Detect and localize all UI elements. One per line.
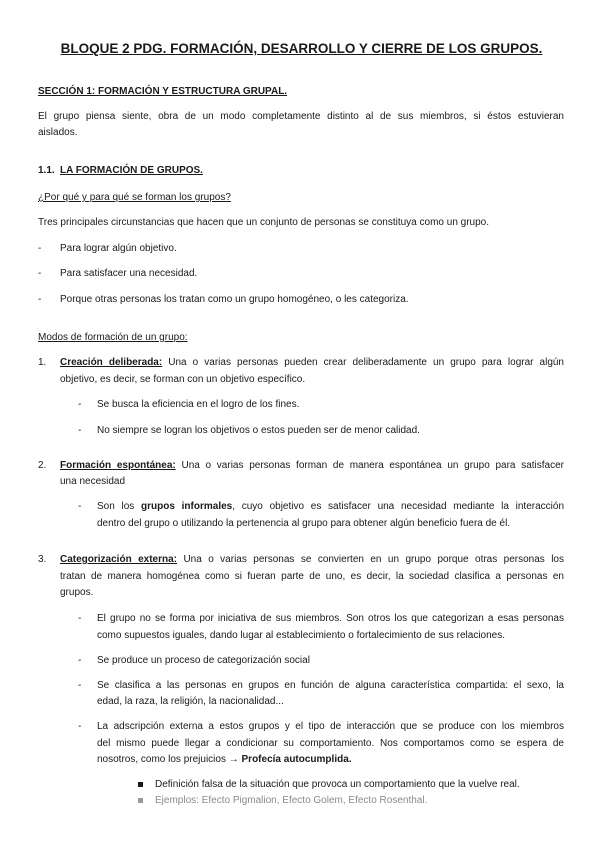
modes-heading: Modos de formación de un grupo: bbox=[38, 332, 188, 343]
square-list-item: Definición falsa de la situación que provoca un comportamiento que la vuelve real. bbox=[155, 779, 520, 790]
list-item: Se clasifica a las personas en grupos en función de alguna característica compartida: el sexo, la bbox=[97, 680, 564, 691]
mode-1-line-2: objetivo, es decir, se forman con un objetivo específico. bbox=[60, 374, 306, 385]
bullet-dash: - bbox=[78, 721, 82, 732]
arrow-right-icon: → bbox=[228, 754, 239, 765]
section-heading: SECCIÓN 1: FORMACIÓN Y ESTRUCTURA GRUPAL. bbox=[38, 86, 288, 97]
mode-2-sub-line-2: dentro del grupo o utilizando la pertenencia al grupo para obtener algún beneficio fuera de él. bbox=[97, 518, 511, 529]
why-intro: Tres principales circunstancias que hacen que un conjunto de personas se constituya como un grupo. bbox=[38, 217, 490, 228]
mode-3-line-3: grupos. bbox=[60, 587, 94, 598]
list-item-continued: nosotros, como los prejuicios → Profecía autocumplida. bbox=[97, 754, 352, 765]
list-item: Se busca la eficiencia en el logro de los fines. bbox=[97, 399, 300, 410]
bullet-dash: - bbox=[78, 501, 82, 512]
mode-2-line-1: Formación espontánea: Una o varias personas forman de manera espontánea un grupo para satisfacer bbox=[60, 460, 564, 471]
list-item-continued: del mismo puede llegar a condicionar su comportamiento. Nos comportamos como se espera de bbox=[97, 738, 564, 749]
square-list-item: Ejemplos: Efecto Pigmalion, Efecto Golem, Efecto Rosenthal. bbox=[155, 795, 428, 806]
mode-number: 1. bbox=[38, 357, 47, 368]
list-item: Se produce un proceso de categorización social bbox=[97, 655, 310, 666]
why-question: ¿Por qué y para qué se forman los grupos? bbox=[38, 192, 231, 203]
bullet-dash: - bbox=[38, 243, 42, 254]
bullet-dash: - bbox=[78, 425, 82, 436]
mode-2-line-2: una necesidad bbox=[60, 476, 126, 487]
square-bullet-icon bbox=[138, 778, 143, 791]
mode-term: Categorización externa: bbox=[60, 554, 178, 565]
bullet-dash: - bbox=[78, 680, 82, 691]
mode-2-sub-line-1: Son los grupos informales, cuyo objetivo es satisfacer una necesidad mediante la interacción bbox=[97, 501, 564, 512]
bullet-dash: - bbox=[78, 655, 82, 666]
mode-number: 2. bbox=[38, 460, 47, 471]
mode-term: Formación espontánea: bbox=[60, 460, 176, 471]
list-item: Para satisfacer una necesidad. bbox=[60, 268, 198, 279]
bullet-dash: - bbox=[38, 268, 42, 279]
mode-3-line-2: tratan de manera homogénea como si fueran parte de uno, es decir, la sociedad clasifica a personas en bbox=[60, 571, 564, 582]
mode-number: 3. bbox=[38, 554, 47, 565]
bullet-dash: - bbox=[78, 613, 82, 624]
intro-line-2: aislados. bbox=[38, 127, 78, 138]
list-item: Para lograr algún objetivo. bbox=[60, 243, 177, 254]
list-item: La adscripción externa a estos grupos y el tipo de interacción que se produce con los miembros bbox=[97, 721, 564, 732]
list-item: No siempre se logran los objetivos o estos pueden ser de menor calidad. bbox=[97, 425, 420, 436]
list-item-continued: como supuestos iguales, dando lugar al establecimiento o fortalecimiento de sus relaciones. bbox=[97, 630, 506, 641]
list-item: El grupo no se forma por iniciativa de sus miembros. Son otros los que categorizan a esas personas bbox=[97, 613, 564, 624]
list-item: Porque otras personas los tratan como un grupo homogéneo, o les categoriza. bbox=[60, 294, 409, 305]
subsection-number: 1.1. bbox=[38, 165, 55, 176]
subsection-heading: LA FORMACIÓN DE GRUPOS. bbox=[60, 165, 203, 176]
mode-term: Creación deliberada: bbox=[60, 357, 163, 368]
mode-3-line-1: Categorización externa: Una o varias personas se convierten en un grupo porque otras personas los bbox=[60, 554, 564, 565]
bullet-dash: - bbox=[38, 294, 42, 305]
intro-line-1: El grupo piensa siente, obra de un modo completamente distinto al de sus miembros, si éstos estuvieran bbox=[38, 111, 564, 122]
list-item-continued: edad, la raza, la religión, la nacionalidad... bbox=[97, 696, 284, 707]
bullet-dash: - bbox=[78, 399, 82, 410]
square-bullet-icon bbox=[138, 794, 143, 807]
page-title: BLOQUE 2 PDG. FORMACIÓN, DESARROLLO Y CIERRE DE LOS GRUPOS. bbox=[60, 41, 543, 56]
mode-1-line-1: Creación deliberada: Una o varias personas pueden crear deliberadamente un grupo para lograr algún bbox=[60, 357, 564, 368]
